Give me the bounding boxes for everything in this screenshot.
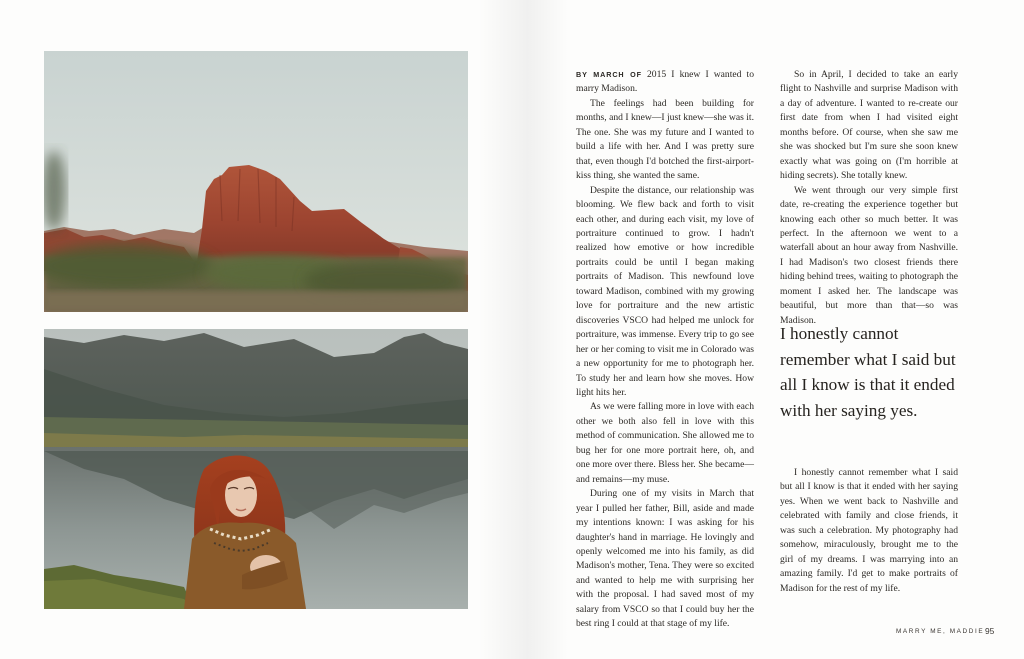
paragraph: The feelings had been building for months, and I knew—I just knew—she was it. The one. She was my future and I wanted to build a life with her. And I was pretty sure that, even though I'd botched the first-airport-kiss thing, she wanted the same. [576, 97, 754, 182]
pull-quote: I honestly cannot remember what I said but all I know is that it ended with her saying yes. [780, 324, 956, 421]
running-head: MARRY ME, MADDIE [896, 628, 985, 635]
paragraph: As we were falling more in love with each other we both also fell in love with this method of communication. She allowed me to bug her for one more portrait here, oh, and one more over there. Bless her. She became—and remains—my muse. [576, 401, 754, 485]
paragraph: We went through our very simple first date, re-creating the experience together but knowing each other so much better. It was perfect. In the afternoon we went to a waterfall about an hour away from Nashville. I had Madison's two closest friends there hiding behind trees, waiting to photograph the moment I asked her. The landscape was beautiful, but more than that—so was Madison. [780, 184, 958, 326]
article-column-right [780, 68, 958, 328]
butte-illustration [44, 51, 468, 312]
gutter-shadow [478, 0, 568, 659]
paragraph: Despite the distance, our relationship was blooming. We flew back and forth to visit each other, and during each visit, my love of portraiture continued to grow. I hadn't realized how emotive or how incredible portraits could be until I began making portraits of Madison. This newfound love toward Madison, combined with my growing love for portraiture and the new artistic discoveries VSCO had helped me unlock for portraiture, was immense. Every trip to go see her or her coming to visit me in Colorado was a new opportunity for me to photograph her. To study her and learn how she moves. How light hits her. [576, 184, 754, 398]
photo-portrait-lake [44, 329, 468, 609]
paragraph: During one of my visits in March that year I pulled her father, Bill, aside and made my intentions known: I was asking for his daughter's hand in marriage. He lovingly and openly welcomed me into his family, as did Madison's mother, Tena. They were so excited and wanted to help me with surprising her with the proposal. I had saved most of my salary from VSCO so that I could buy her the best ring I could at that stage of my life. [576, 488, 754, 630]
article-column-left [576, 68, 754, 632]
photo-red-rock-butte [44, 51, 468, 312]
lead-in-caps: BY MARCH OF [576, 70, 642, 79]
paragraph-text: 2015 I knew I wanted to marry Madison. [576, 69, 755, 95]
paragraph: So in April, I decided to take an early flight to Nashville and surprise Madison with a day of adventure. I wanted to re-create our first date from when I had visited eight months before. Of course, when she saw me she was shocked but I'm sure she soon knew exactly what was going on (I'm horrible at hiding secrets). She totally knew. [780, 69, 958, 182]
closing-paragraph: I honestly cannot remember what I said but all I know is that it ended with her saying yes. When we went back to Nashville and celebrated with family and close friends, it was such a celebration. My photography had somehow, miraculously, brought me to the girl of my dreams. I was marrying into an amazing family. I'd get to make portraits of Madison for the rest of my life. [780, 467, 958, 594]
page-number: 95 [985, 626, 995, 636]
portrait-illustration [44, 329, 468, 609]
article-column-right-continued [780, 466, 958, 596]
opening-paragraph [576, 68, 754, 97]
